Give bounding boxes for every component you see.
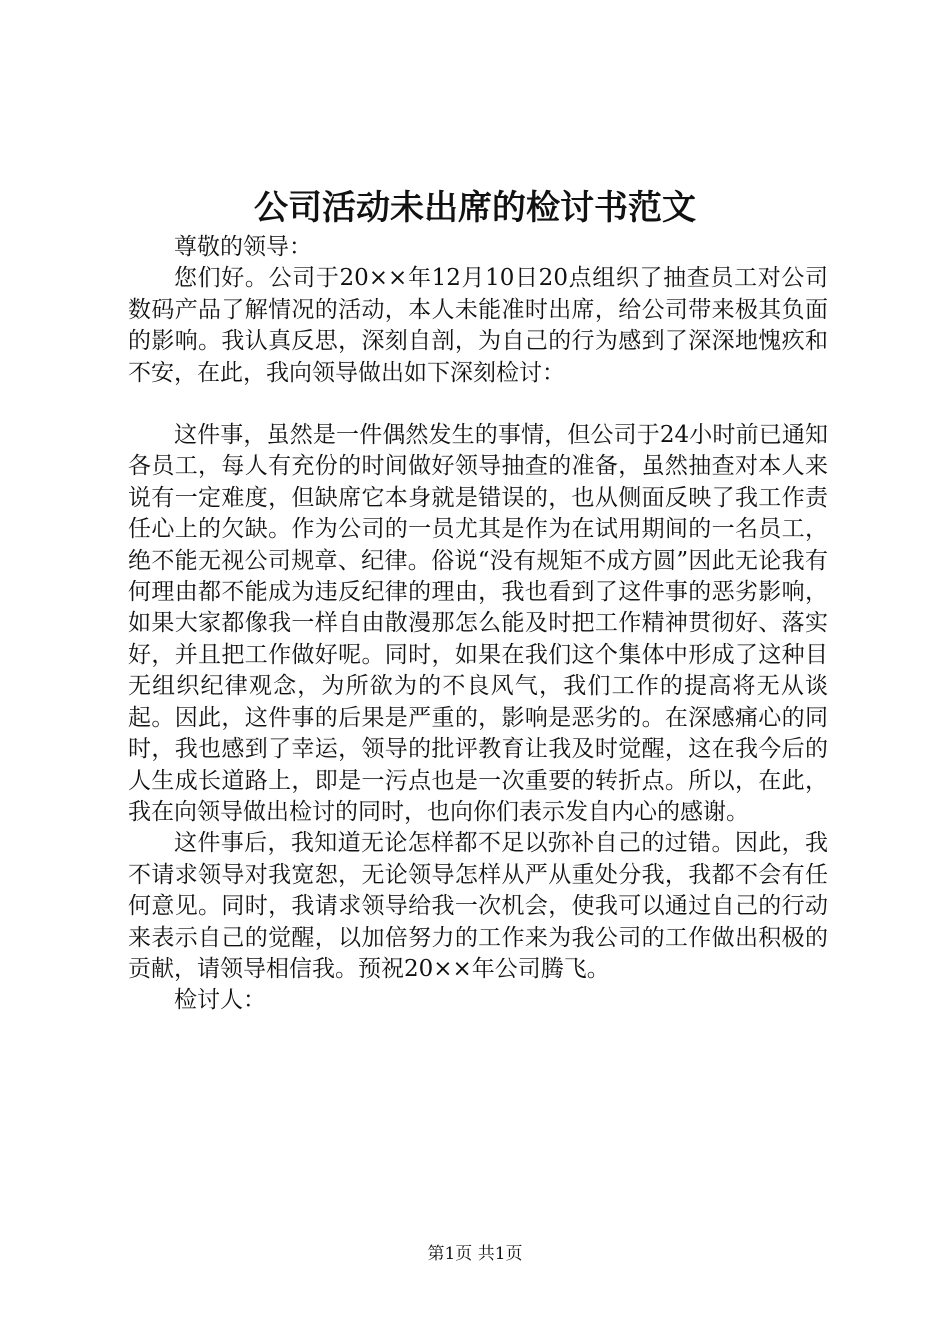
document-body bbox=[128, 232, 828, 1017]
paragraph-reflection: 这件事，虽然是一件偶然发生的事情，但公司于24小时前已通知各员工，每人有充份的时间做好领导抽查的准备，虽然抽查对本人来说有一定难度，但缺席它本身就是错误的，也从侧面反映了我工作责任心上的欠缺。作为公司的一员尤其是作为在试用期间的一名员工，绝不能无视公司规章、纪律。俗说“没有规矩不成方圆”因此无论我有何理由都不能成为违反纪律的理由，我也看到了这件事的恶劣影响，如果大家都像我一样自由散漫那怎么能及时把工作精神贯彻好、落实好，并且把工作做好呢。同时，如果在我们这个集体中形成了这种目无组织纪律观念，为所欲为的不良风气，我们工作的提高将无从谈起。因此，这件事的后果是严重的，影响是恶劣的。在深感痛心的同时，我也感到了幸运，领导的批评教育让我及时觉醒，这在我今后的人生成长道路上，即是一污点也是一次重要的转折点。所以，在此，我在向领导做出检讨的同时，也向你们表示发自内心的感谢。 bbox=[128, 422, 828, 825]
paragraph-request: 这件事后，我知道无论怎样都不足以弥补自己的过错。因此，我不请求领导对我宽恕，无论领导怎样从严从重处分我，我都不会有任何意见。同时，我请求领导给我一次机会，使我可以通过自己的行动来表示自己的觉醒，以加倍努力的工作来为我公司的工作做出积极的贡献，请领导相信我。预祝20××年公司腾飞。 bbox=[128, 830, 828, 982]
document-title: 公司活动未出席的检讨书范文 bbox=[254, 188, 696, 228]
signature-line: 检讨人： bbox=[174, 987, 266, 1014]
paragraph-intro: 您们好。公司于20××年12月10日20点组织了抽查员工对公司数码产品了解情况的活动，本人未能准时出席，给公司带来极其负面的影响。我认真反思，深刻自剖，为自己的行为感到了深深地愧疚和不安，在此，我向领导做出如下深刻检讨： bbox=[128, 265, 828, 386]
salutation: 尊敬的领导： bbox=[174, 234, 312, 260]
page-number: 第1页 共1页 bbox=[427, 1244, 523, 1264]
